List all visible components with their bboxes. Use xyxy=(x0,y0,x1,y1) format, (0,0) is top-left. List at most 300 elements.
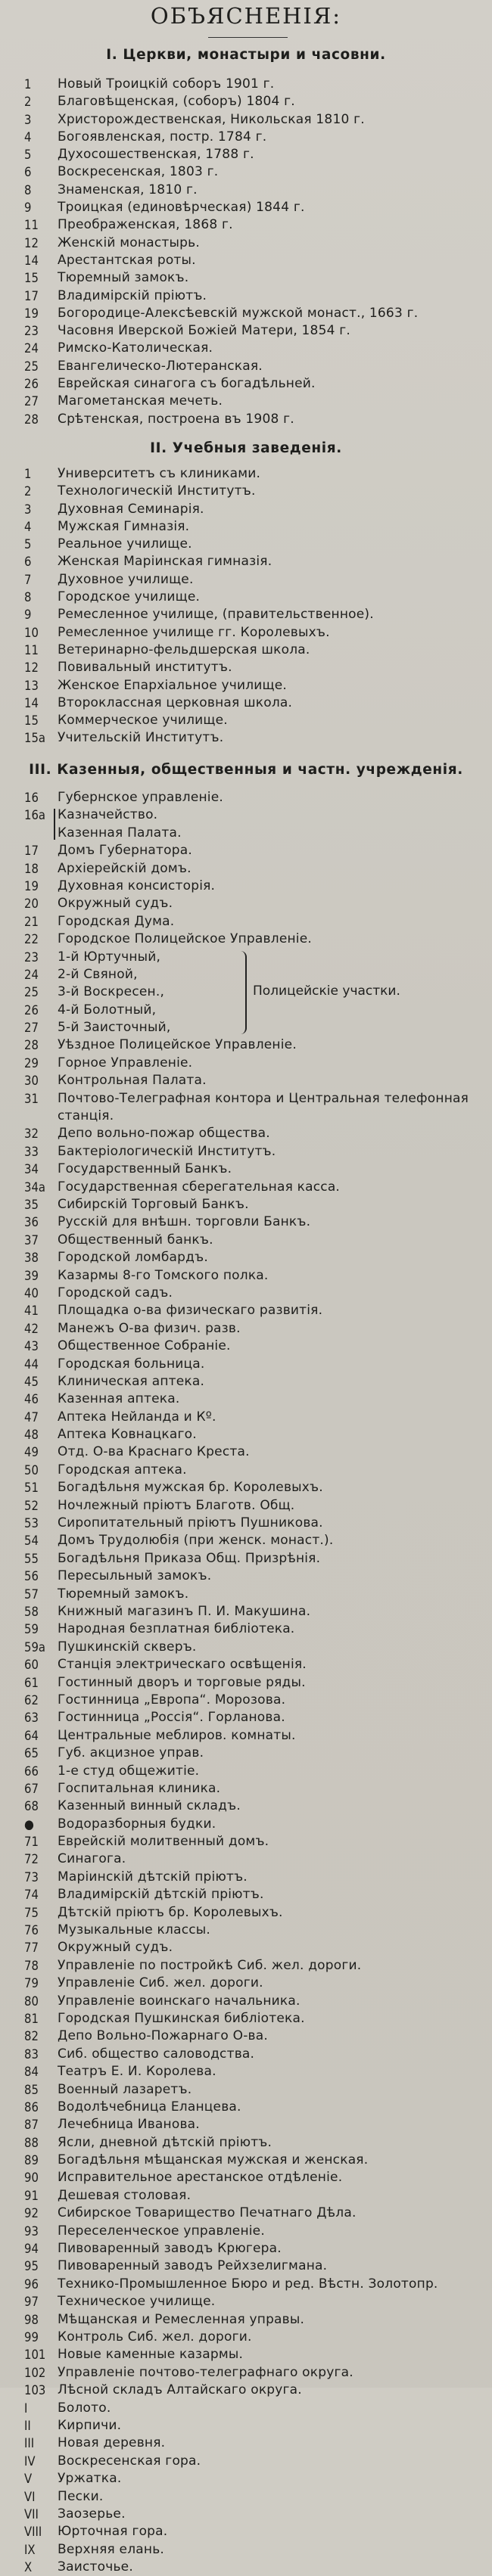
legend-item xyxy=(0,1285,492,1302)
item-label: Ремесленное училище, (правительственное). xyxy=(58,607,374,623)
item-label: Новый Троицкiй соборъ 1901 г. xyxy=(58,76,275,92)
item-label: Бактерiологическiй Институтъ. xyxy=(58,1143,276,1159)
legend-item xyxy=(0,411,492,428)
item-label: Срѣтенская, построена въ 1908 г. xyxy=(58,411,294,427)
item-label: Окружный судъ. xyxy=(58,896,173,912)
legend-item xyxy=(0,2506,492,2523)
legend-item xyxy=(0,1550,492,1568)
item-number: 83 xyxy=(24,2046,39,2062)
item-label: Пивоваренный заводъ Рейхзелигмана. xyxy=(58,2258,328,2274)
item-number: 65 xyxy=(24,1746,39,1761)
legend-item xyxy=(0,712,492,729)
item-number: 55 xyxy=(24,1551,39,1566)
item-number: 26 xyxy=(24,377,39,392)
section-schools-list xyxy=(0,465,492,747)
item-label: Повивальный институтъ. xyxy=(58,660,232,676)
item-number: 40 xyxy=(24,1285,39,1300)
item-number: 24 xyxy=(24,967,39,982)
item-number: 6 xyxy=(24,555,32,570)
item-label: Уѣздное Полицейское Управленiе. xyxy=(58,1037,297,1053)
item-number: 14 xyxy=(24,695,39,710)
item-number: 14 xyxy=(24,253,39,268)
item-label: Городская аптека. xyxy=(58,1462,187,1478)
item-number: 81 xyxy=(24,2011,39,2026)
item-number: I xyxy=(24,2400,28,2416)
item-label: Переселенческое управленiе. xyxy=(58,2223,265,2239)
legend-item xyxy=(0,606,492,623)
item-number: 28 xyxy=(24,1038,39,1053)
item-label: Преображенская, 1868 г. xyxy=(58,217,233,233)
item-number: 89 xyxy=(24,2153,39,2168)
item-label: Кирпичи. xyxy=(58,2417,122,2433)
legend-item xyxy=(0,1586,492,1603)
item-number: 97 xyxy=(24,2295,39,2310)
legend-item xyxy=(0,182,492,199)
item-number: 21 xyxy=(24,914,39,929)
item-number: 75 xyxy=(24,1905,39,1920)
item-number: 48 xyxy=(24,1428,39,1443)
legend-item xyxy=(0,1727,492,1745)
item-label: Второклассная церковная школа. xyxy=(58,694,293,710)
item-number: 103 xyxy=(24,2383,46,2398)
legend-item xyxy=(0,1125,492,1142)
item-label: Женская Марiинская гимназiя. xyxy=(58,554,272,570)
legend-item xyxy=(0,1603,492,1620)
item-label: Пивоваренный заводъ Крюгера. xyxy=(58,2241,282,2257)
legend-item xyxy=(0,895,492,912)
item-label: Пушкинскiй скверъ. xyxy=(58,1639,197,1655)
item-label: Богадѣльня мѣщанская мужская и женская. xyxy=(58,2152,369,2168)
item-number: 6 xyxy=(24,165,32,180)
legend-item xyxy=(0,860,492,878)
legend-item xyxy=(0,518,492,536)
item-number: 50 xyxy=(24,1462,39,1478)
item-label: Знаменская, 1810 г. xyxy=(58,182,198,197)
legend-item xyxy=(0,129,492,146)
item-number: 2 xyxy=(24,484,32,499)
legend-item xyxy=(0,842,492,859)
item-number: III xyxy=(24,2436,35,2451)
item-number: 85 xyxy=(24,2082,39,2097)
item-number: 49 xyxy=(24,1445,39,1460)
legend-item xyxy=(0,677,492,694)
item-number: 64 xyxy=(24,1728,39,1743)
item-label: Сиб. общество саловодства. xyxy=(58,2046,255,2062)
item-label: Гостинница „Европа“. Морозова. xyxy=(58,1692,286,1707)
item-number: 54 xyxy=(24,1533,39,1549)
item-label: Пересыльный замокъ. xyxy=(58,1568,212,1584)
item-number: 72 xyxy=(24,1852,39,1867)
item-number: 3 xyxy=(24,112,32,127)
item-label: Ремесленное училище гг. Королевыхъ. xyxy=(58,624,330,640)
legend-item xyxy=(0,340,492,357)
legend-item xyxy=(0,2028,492,2045)
item-number: 84 xyxy=(24,2065,39,2080)
item-label: Христорождественская, Никольская 1810 г. xyxy=(58,111,365,127)
legend-item xyxy=(0,252,492,269)
item-label: Воскресенская гора. xyxy=(58,2453,201,2469)
item-label: Владимiрскiй прiютъ. xyxy=(58,287,207,303)
item-label: Государственный Банкъ. xyxy=(58,1161,232,1177)
legend-item xyxy=(0,1869,492,1886)
item-number: 42 xyxy=(24,1321,39,1336)
legend-item xyxy=(0,1036,492,1054)
item-label: Общественное Собранiе. xyxy=(58,1338,231,1354)
item-number: 73 xyxy=(24,1869,39,1885)
item-number: 1 xyxy=(24,77,32,92)
legend-item xyxy=(0,1249,492,1266)
legend-item xyxy=(0,111,492,129)
item-number: 96 xyxy=(24,2276,39,2292)
page-title: ОБЪЯСНЕНIЯ: xyxy=(150,3,342,29)
legend-item xyxy=(0,2240,492,2257)
item-number: 34а xyxy=(24,1179,45,1195)
item-label: Мѣщанская и Ремесленная управы. xyxy=(58,2311,305,2327)
item-label: Домъ Губернатора. xyxy=(58,843,192,859)
legend-item xyxy=(0,1957,492,1975)
legend-item xyxy=(0,393,492,410)
item-label: Городское Полицейское Управленiе. xyxy=(58,931,312,947)
item-number: 8 xyxy=(24,590,32,605)
item-label: Городская Дума. xyxy=(58,913,175,929)
legend-item xyxy=(0,1232,492,1249)
legend-item xyxy=(0,1267,492,1285)
item-number: 76 xyxy=(24,1923,39,1938)
item-label: Верхняя елань. xyxy=(58,2541,165,2557)
legend-item xyxy=(0,2382,492,2399)
legend-item xyxy=(0,2559,492,2576)
item-number: 94 xyxy=(24,2242,39,2257)
legend-item xyxy=(0,1763,492,1780)
item-label: Площадка о-ва физическаго развитiя. xyxy=(58,1303,323,1319)
item-number: 4 xyxy=(24,129,32,144)
item-number: 10 xyxy=(24,625,39,640)
legend-item xyxy=(0,1532,492,1549)
item-number: X xyxy=(24,2560,33,2575)
item-label: Благовѣщенская, (соборъ) 1804 г. xyxy=(58,94,295,110)
item-label: Заисточье. xyxy=(58,2559,133,2575)
item-number: 3 xyxy=(24,502,32,517)
item-label: Ветеринарно-фельдшерская школа. xyxy=(58,642,310,657)
item-number: 19 xyxy=(24,306,39,321)
police-precincts-brace xyxy=(239,951,247,1035)
item-label: Духовная консисторiя. xyxy=(58,878,216,893)
item-number: 2 xyxy=(24,95,32,110)
item-label: Арестантская роты. xyxy=(58,252,196,268)
legend-item xyxy=(0,2046,492,2063)
item-label: Общественный банкъ. xyxy=(58,1232,213,1248)
legend-item xyxy=(0,642,492,659)
legend-item xyxy=(0,2541,492,2559)
item-label: Управленiе воинскаго начальника. xyxy=(58,1993,300,2009)
legend-item xyxy=(0,2435,492,2452)
item-number: 53 xyxy=(24,1516,39,1531)
item-label: Домъ Трудолюбiя (при женск. монаст.). xyxy=(58,1533,334,1549)
item-label: Юрточная гора. xyxy=(58,2524,168,2540)
item-label: Женскiй монастырь. xyxy=(58,235,200,250)
item-label: Водолѣчебница Еланцева. xyxy=(58,2099,241,2115)
legend-item xyxy=(0,1656,492,1673)
item-label: Духовная Семинарiя. xyxy=(58,501,204,517)
legend-item xyxy=(0,2223,492,2240)
item-label: Управленiе Сиб. жел. дороги. xyxy=(58,1975,263,1991)
item-label: Марiинскiй дѣтскiй прiютъ. xyxy=(58,1869,248,1885)
item-label: Дѣтскiй прiютъ бр. Королевыхъ. xyxy=(58,1904,283,1920)
item-number: 57 xyxy=(24,1586,39,1602)
legend-item xyxy=(0,146,492,163)
item-number: 62 xyxy=(24,1692,39,1707)
item-label: Технико-Промышленное Бюро и ред. Вѣстн. Золотопр. xyxy=(58,2276,438,2292)
item-number: 5 xyxy=(24,148,32,163)
legend-item xyxy=(0,1709,492,1726)
item-number: 60 xyxy=(24,1658,39,1673)
item-label: Лечебница Иванова. xyxy=(58,2117,200,2133)
legend-item xyxy=(0,1568,492,1585)
item-number: 19 xyxy=(24,878,39,893)
legend-item xyxy=(0,2187,492,2205)
legend-item xyxy=(0,216,492,234)
legend-item xyxy=(0,1850,492,1868)
item-number: 93 xyxy=(24,2223,39,2239)
item-number: 31 xyxy=(24,1091,39,1106)
item-number: 27 xyxy=(24,1021,39,1036)
legend-item xyxy=(0,624,492,642)
legend-item xyxy=(0,1745,492,1762)
item-label: 3-й Воскресен., xyxy=(58,984,165,1000)
item-label: Техническое училище. xyxy=(58,2294,216,2310)
section-institutions-list xyxy=(0,789,492,2576)
item-number: 20 xyxy=(24,896,39,912)
item-label: Богадѣльня мужская бр. Королевыхъ. xyxy=(58,1480,323,1496)
legend-item xyxy=(0,1798,492,1815)
legend-item xyxy=(0,1090,492,1126)
legend-item xyxy=(0,1692,492,1709)
item-label: Коммерческое училище. xyxy=(58,713,228,729)
legend-item xyxy=(0,269,492,287)
item-number: 102 xyxy=(24,2365,46,2380)
item-label: Губ. акцизное управ. xyxy=(58,1745,204,1761)
title-divider xyxy=(208,37,288,38)
item-label: Водоразборныя будки. xyxy=(58,1816,216,1832)
item-label: Госпитальная клиника. xyxy=(58,1780,221,1796)
item-label: Контрольная Палата. xyxy=(58,1073,207,1089)
legend-item xyxy=(0,1780,492,1798)
legend-item xyxy=(0,1922,492,1939)
legend-item xyxy=(0,235,492,252)
legend-item xyxy=(0,2364,492,2382)
legend-item xyxy=(0,1320,492,1338)
legend-item xyxy=(0,1479,492,1496)
item-label: 4-й Болотный, xyxy=(58,1002,157,1018)
legend-item xyxy=(0,2346,492,2363)
item-number: 71 xyxy=(24,1835,39,1850)
legend-item xyxy=(0,825,492,842)
item-label: Депо вольно-пожар общества. xyxy=(58,1126,270,1142)
item-label: Тюремный замокъ. xyxy=(58,270,189,286)
item-number: 74 xyxy=(24,1888,39,1903)
item-number: 27 xyxy=(24,394,39,409)
item-number: 23 xyxy=(24,949,39,965)
legend-item xyxy=(0,2257,492,2275)
item-label: Сибирскiй Торговый Банкъ. xyxy=(58,1197,249,1212)
item-label: Военный лазаретъ. xyxy=(58,2081,192,2097)
item-number: ● xyxy=(24,1816,34,1832)
legend-item xyxy=(0,375,492,393)
legend-item xyxy=(0,1816,492,1833)
item-label: Мужская Гимназiя. xyxy=(58,518,190,534)
legend-item xyxy=(0,358,492,375)
legend-item xyxy=(0,1904,492,1922)
legend-item xyxy=(0,1338,492,1355)
item-number: 87 xyxy=(24,2118,39,2133)
item-label: Воскресенская, 1803 г. xyxy=(58,164,219,180)
item-number: 59а xyxy=(24,1639,45,1655)
item-number: 38 xyxy=(24,1251,39,1266)
legend-item xyxy=(0,2329,492,2346)
legend-item xyxy=(0,536,492,553)
item-number: 82 xyxy=(24,2029,39,2044)
item-number: 51 xyxy=(24,1481,39,1496)
legend-item xyxy=(0,2152,492,2169)
item-label: Ночлежный прiютъ Благотв. Общ. xyxy=(58,1497,295,1513)
legend-item xyxy=(0,2010,492,2028)
item-number: 16 xyxy=(24,791,39,805)
item-number: 8 xyxy=(24,182,32,197)
legend-item xyxy=(0,1833,492,1850)
item-number: 52 xyxy=(24,1498,39,1513)
item-label: Магометанская мечеть. xyxy=(58,393,223,409)
item-number: 68 xyxy=(24,1799,39,1814)
item-number: 29 xyxy=(24,1055,39,1070)
item-label: Богоявленская, постр. 1784 г. xyxy=(58,129,267,144)
item-label: Почтово-Телеграфная контора и Центральная телефонная станцiя. xyxy=(58,1090,469,1123)
item-label: Городская Пушкинская библiотека. xyxy=(58,2010,305,2026)
item-label: Управленiе почтово-телеграфнаго округа. xyxy=(58,2364,353,2380)
item-label: Богородице-Алексѣевскiй мужской монаст., 1663 г. xyxy=(58,305,419,321)
legend-item xyxy=(0,789,492,806)
item-number: 98 xyxy=(24,2312,39,2327)
item-label: Казармы 8-го Томского полка. xyxy=(58,1267,269,1283)
item-number: 39 xyxy=(24,1268,39,1283)
item-label: Клиническая аптека. xyxy=(58,1373,205,1389)
item-number: 43 xyxy=(24,1339,39,1354)
item-label: Гостинный дворъ и торговые ряды. xyxy=(58,1674,306,1690)
item-label: Исправительное арестанское отдѣленiе. xyxy=(58,2170,343,2186)
item-number: 12 xyxy=(24,660,39,676)
legend-item xyxy=(0,501,492,518)
legend-item xyxy=(0,2417,492,2435)
item-label: Городской ломбардъ. xyxy=(58,1250,208,1266)
legend-item xyxy=(0,1179,492,1196)
item-label: Пески. xyxy=(58,2488,104,2504)
item-number: 99 xyxy=(24,2330,39,2345)
item-number: 91 xyxy=(24,2188,39,2203)
section-heading-institutions: III. Казенныя, общественныя и частн. учрежденiя. xyxy=(29,762,463,778)
legend-item xyxy=(0,305,492,322)
legend-item xyxy=(0,806,492,824)
item-number: 66 xyxy=(24,1763,39,1779)
item-label: Богадѣльня Приказа Общ. Призрѣнiя. xyxy=(58,1550,321,1566)
item-number: VII xyxy=(24,2506,39,2522)
item-number: 4 xyxy=(24,519,32,534)
item-label: 1-й Юртучный, xyxy=(58,949,161,965)
item-label: Городской садъ. xyxy=(58,1285,173,1300)
legend-item xyxy=(0,2400,492,2417)
item-number: 92 xyxy=(24,2206,39,2221)
item-number: 37 xyxy=(24,1232,39,1248)
item-number: 16а xyxy=(24,808,45,823)
legend-item xyxy=(0,93,492,110)
item-label: Владимiрскiй дѣтскiй прiютъ. xyxy=(58,1887,264,1903)
item-label: Синагога. xyxy=(58,1851,126,1867)
legend-item xyxy=(0,553,492,570)
legend-item xyxy=(0,1302,492,1319)
item-label: Городская больница. xyxy=(58,1356,205,1372)
item-number: 7 xyxy=(24,572,32,587)
item-label: Народная безплатная библiотека. xyxy=(58,1621,295,1637)
legend-item xyxy=(0,2063,492,2080)
item-label: Тюремный замокъ. xyxy=(58,1586,189,1602)
item-number: 35 xyxy=(24,1198,39,1212)
item-label: Казначейство. xyxy=(58,807,158,823)
legend-item xyxy=(0,465,492,483)
item-number: 56 xyxy=(24,1569,39,1584)
item-label: Станцiя электрическаго освѣщенiя. xyxy=(58,1657,307,1673)
legend-item xyxy=(0,1161,492,1178)
item-label: Русскiй для внѣшн. торговли Банкъ. xyxy=(58,1214,311,1230)
legend-item xyxy=(0,1213,492,1231)
item-label: Отд. О-ва Краснаго Креста. xyxy=(58,1444,250,1460)
legend-item xyxy=(0,2523,492,2540)
legend-item xyxy=(0,2470,492,2487)
item-number: II xyxy=(24,2418,31,2433)
item-label: Сиропитательный прiютъ Пушникова. xyxy=(58,1515,323,1531)
item-number: 44 xyxy=(24,1356,39,1372)
legend-item xyxy=(0,2453,492,2470)
item-label: Уржатка. xyxy=(58,2471,122,2487)
legend-item xyxy=(0,2205,492,2222)
item-number: 15 xyxy=(24,271,39,286)
item-number: 36 xyxy=(24,1215,39,1230)
legend-item xyxy=(0,1639,492,1656)
legend-item xyxy=(0,1443,492,1461)
legend-item xyxy=(0,2311,492,2329)
legend-item xyxy=(0,2081,492,2099)
item-number: 17 xyxy=(24,288,39,303)
item-label: 2-й Свяной, xyxy=(58,966,138,982)
item-label: Окружный судъ. xyxy=(58,1940,173,1956)
item-number: 63 xyxy=(24,1711,39,1726)
item-number: 78 xyxy=(24,1958,39,1973)
item-label: Заозерье. xyxy=(58,2506,126,2522)
item-label: Технологическiй Институтъ. xyxy=(58,483,256,499)
item-label: 5-й Заисточный, xyxy=(58,1020,171,1036)
item-label: Новые каменные казармы. xyxy=(58,2347,244,2363)
item-number: IX xyxy=(24,2542,36,2557)
legend-item xyxy=(0,1462,492,1479)
item-label: Депо Вольно-Пожарнаго О-ва. xyxy=(58,2028,268,2044)
legend-item xyxy=(0,1993,492,2010)
item-number: 41 xyxy=(24,1304,39,1319)
item-number: 9 xyxy=(24,200,32,216)
item-number: 86 xyxy=(24,2099,39,2115)
item-number: 80 xyxy=(24,1993,39,2009)
item-number: 22 xyxy=(24,932,39,947)
item-label: Еврейскiй молитвенный домъ. xyxy=(58,1834,269,1850)
legend-item xyxy=(0,1196,492,1213)
legend-item xyxy=(0,1356,492,1373)
item-label: Часовня Иверской Божiей Матери, 1854 г. xyxy=(58,323,350,339)
